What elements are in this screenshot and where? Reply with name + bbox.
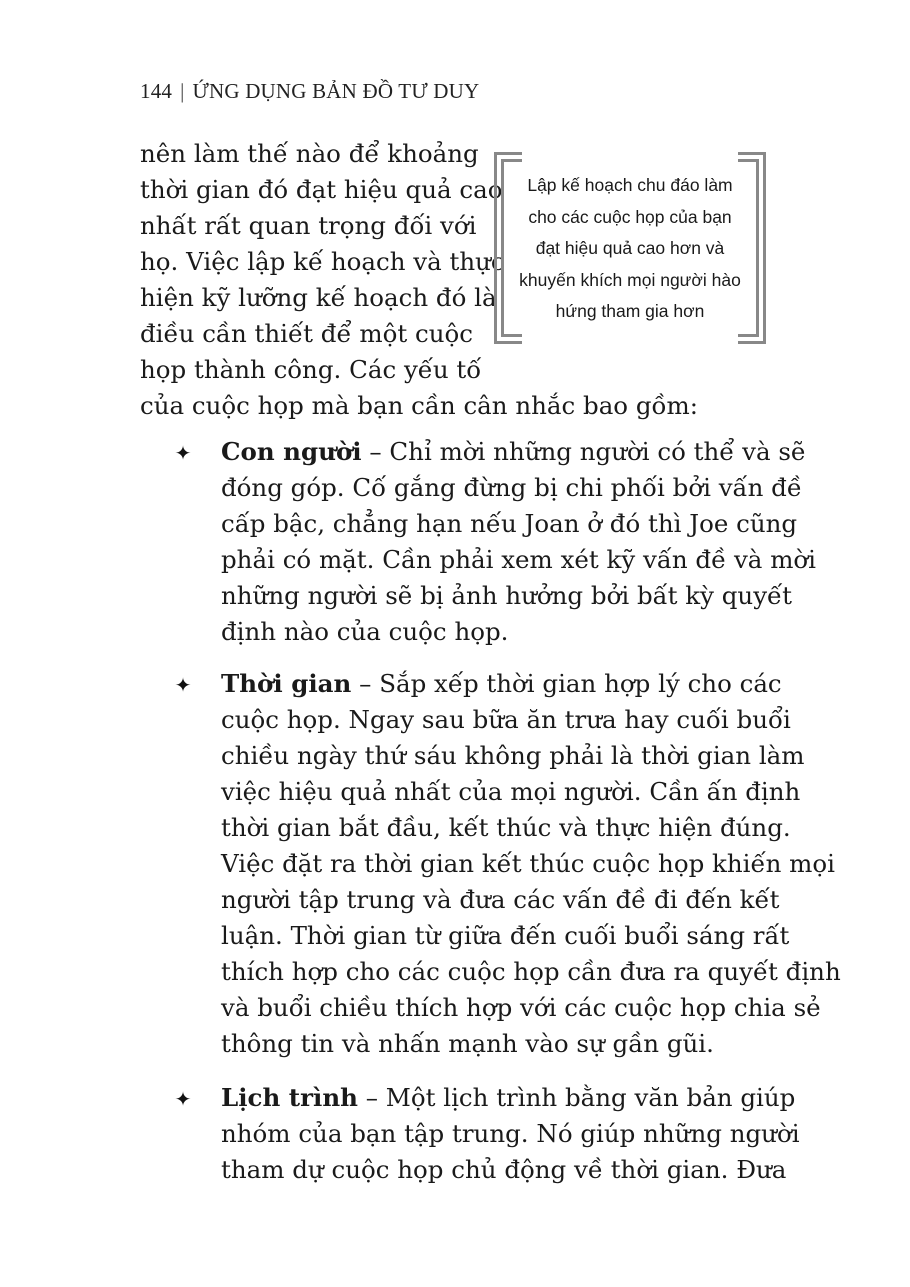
bullet-line: đóng góp. Cố gắng đừng bị chi phối bởi vấn đề	[221, 473, 802, 502]
bullet-first-line	[221, 434, 806, 470]
intro-line: nên làm thế nào để khoảng	[140, 139, 479, 168]
pull-quote-line: đạt hiệu quả cao hơn và	[535, 238, 725, 258]
bullet-line: cuộc họp. Ngay sau bữa ăn trưa hay cuối buổi	[221, 705, 791, 734]
pull-quote-text	[504, 170, 756, 328]
four-point-star-icon: ✦	[174, 1087, 192, 1111]
bullet-first-text: Một lịch trình bằng văn bản giúp	[385, 1083, 796, 1112]
bullet-line: và buổi chiều thích hợp với các cuộc họp chia sẻ	[221, 993, 821, 1022]
bullet-line: thích hợp cho các cuộc họp cần đưa ra quyết định	[221, 957, 841, 986]
bullet-line: việc hiệu quả nhất của mọi người. Cần ấn định	[221, 777, 801, 806]
pull-quote-box	[494, 152, 766, 344]
bullet-first-text: Chỉ mời những người có thể và sẽ	[389, 437, 806, 466]
bullet-line: những người sẽ bị ảnh hưởng bởi bất kỳ quyết	[221, 581, 792, 610]
pull-quote-line: hứng tham gia hơn	[555, 301, 705, 321]
bullet-first-line	[221, 1080, 796, 1116]
bullet-line: Việc đặt ra thời gian kết thúc cuộc họp khiến mọi	[221, 849, 835, 878]
intro-continuation: của cuộc họp mà bạn cần cân nhắc bao gồm:	[140, 391, 698, 420]
bullet-first-text: Sắp xếp thời gian hợp lý cho các	[379, 669, 782, 698]
bullet-line: nhóm của bạn tập trung. Nó giúp những người	[221, 1119, 800, 1148]
pull-quote-line: cho các cuộc họp của bạn	[528, 206, 732, 227]
intro-line: điều cần thiết để một cuộc	[140, 319, 473, 348]
bullet-line: thông tin và nhấn mạnh vào sự gần gũi.	[221, 1029, 714, 1058]
book-title: ỨNG DỤNG BẢN ĐỒ TƯ DUY	[192, 79, 480, 103]
bullet-first-line	[221, 666, 782, 702]
bullet-term: Lịch trình	[221, 1083, 358, 1112]
bullet-body	[221, 666, 841, 1062]
intro-line: thời gian đó đạt hiệu quả cao	[140, 175, 503, 204]
intro-line: họ. Việc lập kế hoạch và thực	[140, 247, 505, 276]
bullet-line: chiều ngày thứ sáu không phải là thời gian làm	[221, 741, 805, 770]
bullet-line: thời gian bắt đầu, kết thúc và thực hiện đúng.	[221, 813, 791, 842]
bullet-dash: –	[361, 437, 390, 466]
intro-line: nhất rất quan trọng đối với	[140, 211, 477, 240]
pull-quote-line: khuyến khích mọi người hào	[519, 269, 741, 290]
bullet-line: tham dự cuộc họp chủ động về thời gian. Đưa	[221, 1155, 787, 1184]
four-point-star-icon: ✦	[174, 673, 192, 697]
running-header	[140, 79, 479, 104]
four-point-star-icon: ✦	[174, 441, 192, 465]
pull-quote-line: Lập kế hoạch chu đáo làm	[527, 175, 733, 195]
page-number: 144	[140, 79, 173, 103]
bullet-line: định nào của cuộc họp.	[221, 617, 509, 646]
bullet-line: phải có mặt. Cần phải xem xét kỹ vấn đề và mời	[221, 545, 817, 574]
bullet-line: người tập trung và đưa các vấn đề đi đến kết	[221, 885, 780, 914]
bullet-line: luận. Thời gian từ giữa đến cuối buổi sáng rất	[221, 921, 790, 950]
bullet-dash: –	[357, 1083, 386, 1112]
intro-line: họp thành công. Các yếu tố	[140, 355, 482, 384]
intro-paragraph	[140, 136, 505, 388]
header-separator: |	[180, 79, 185, 103]
bullet-term: Thời gian	[221, 669, 352, 698]
bullet-body	[221, 434, 817, 650]
bullet-body	[221, 1080, 800, 1188]
bullet-dash: –	[351, 669, 380, 698]
intro-line: hiện kỹ lưỡng kế hoạch đó là	[140, 283, 497, 312]
bullet-line: cấp bậc, chẳng hạn nếu Joan ở đó thì Joe cũng	[221, 509, 798, 538]
bullet-term: Con người	[221, 437, 362, 466]
